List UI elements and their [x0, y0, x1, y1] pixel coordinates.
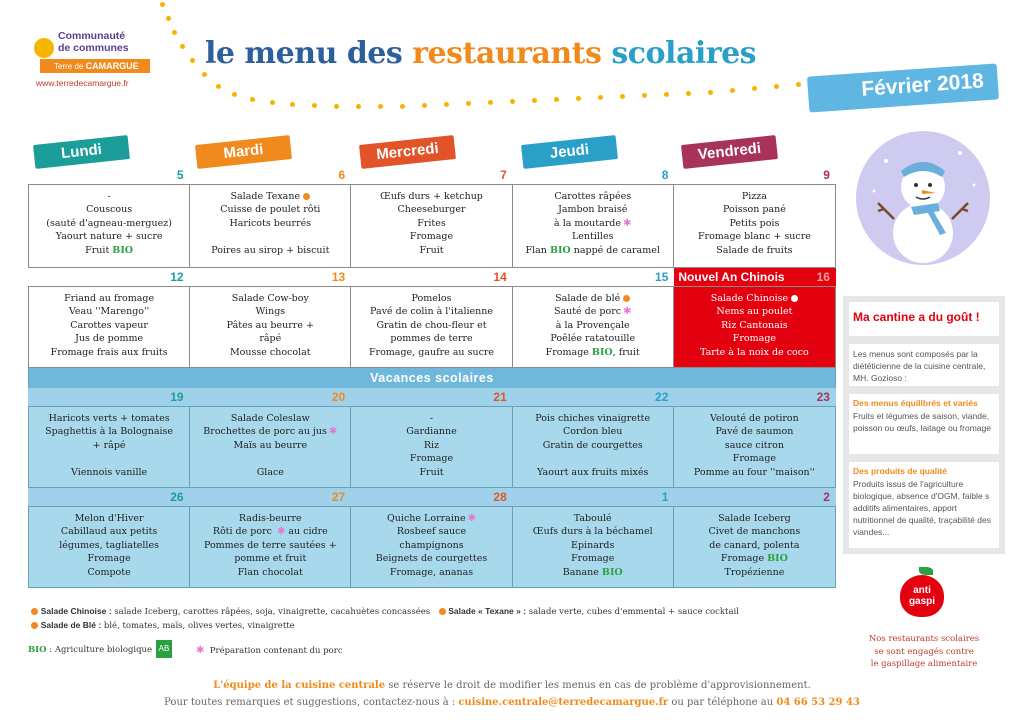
menu-item: Fromage BIO, fruit	[545, 346, 640, 358]
menu-item: à la Provençale	[555, 319, 630, 331]
menu-item: Veau ''Marengo''	[68, 306, 150, 318]
menu-item: Jambon braisé	[558, 204, 628, 216]
legend-bio-text: : Agriculture biologique	[46, 645, 153, 655]
sun-icon	[34, 38, 54, 58]
menu-item	[513, 305, 673, 318]
date-number: 2	[823, 490, 830, 504]
menu-item: Beignets de courgettes	[375, 553, 488, 565]
menu-cell	[351, 287, 512, 367]
logo-banner	[40, 59, 150, 73]
menu-item: de canard, polenta	[709, 539, 800, 551]
date-number: 6	[338, 168, 346, 182]
page-title	[205, 36, 756, 71]
menu-cell	[674, 407, 835, 487]
menu-item: Fromage	[732, 333, 777, 345]
menu-item: Pomme au four ''maison''	[693, 466, 815, 478]
menu-item: Pomelos	[411, 293, 452, 304]
sidebar-head-1: Des menus équilibrés et variés	[853, 398, 978, 408]
orange-dot-icon	[31, 622, 38, 629]
menu-item: Gardianne	[406, 426, 457, 438]
menu-item	[190, 230, 350, 243]
date-number: 28	[493, 490, 507, 504]
date-number: 15	[655, 270, 669, 284]
menu-item: Yaourt nature + sucre	[55, 231, 163, 243]
menu-item: Jus de pomme	[75, 333, 144, 345]
menu-item: Velouté de potiron	[710, 413, 799, 424]
date-number: 19	[170, 390, 184, 404]
menu-item: Fromage frais aux fruits	[50, 346, 168, 358]
snowman-illustration	[856, 131, 990, 265]
menu-item: légumes, tagliatelles	[59, 539, 159, 551]
menu-item: Flan chocolat	[237, 566, 303, 578]
menu-item: Couscous	[86, 204, 133, 216]
title-part3: scolaires	[601, 36, 757, 71]
day-head-mercredi: Mercredi	[359, 135, 456, 169]
menu-cell	[29, 287, 190, 367]
menu-cell-special	[674, 287, 835, 367]
legend-texane-label: Salade « Texane » :	[448, 606, 527, 616]
legend-chinoise-text: salade Iceberg, carottes râpées, soja, vinaigrette, cacahuètes concassées	[111, 607, 431, 617]
orange-dot-icon	[303, 193, 310, 200]
menu-item: Compote	[87, 566, 131, 578]
date-number: 8	[661, 168, 669, 182]
day-head-mardi: Mardi	[195, 135, 292, 169]
menu-item	[513, 452, 673, 465]
menu-item: Fromage	[87, 553, 131, 565]
date-number: 22	[655, 390, 669, 404]
date-number: 23	[816, 390, 830, 404]
month-label: Février 2018	[860, 69, 985, 101]
date-number: 14	[493, 270, 507, 284]
legend-ble-label: Salade de Blé :	[40, 620, 102, 630]
title-part2: restaurants	[412, 36, 602, 71]
legend-chinoise-label: Salade Chinoise :	[40, 606, 112, 616]
footer-phone: 04 66 53 29 43	[776, 697, 860, 708]
logo-banner-small: Terre de	[54, 62, 84, 71]
menu-cell	[29, 507, 190, 587]
footer-line2	[0, 697, 1024, 708]
menu-item: Wings	[255, 306, 286, 318]
date-number: 21	[493, 390, 507, 404]
date-row	[28, 388, 836, 406]
menu-cell	[351, 185, 512, 267]
orange-dot-icon	[439, 608, 446, 615]
week-row	[28, 166, 836, 268]
legend-porc	[194, 645, 343, 656]
menu-item: pommes de terre	[390, 333, 473, 345]
special-day-label: Nouvel An Chinois	[678, 270, 785, 284]
menu-cell	[190, 507, 351, 587]
sidebar-title: Ma cantine a du goût !	[853, 310, 980, 324]
menu-item: Fromage, ananas	[389, 566, 474, 578]
menu-item: Fromage	[409, 231, 454, 243]
menu-item: -	[107, 191, 111, 202]
white-dot-icon	[791, 295, 798, 302]
menu-item: Pizza	[741, 191, 767, 202]
menu-item: Friand au fromage	[64, 293, 155, 304]
bio-label: BIO	[549, 244, 571, 256]
date-number: 5	[176, 168, 184, 182]
menu-item: Œufs durs à la béchamel	[532, 526, 653, 538]
snowman-icon	[856, 131, 990, 265]
menu-item: Pavé de saumon	[715, 426, 794, 438]
footer-line1-rest: se réserve le droit de modifier les menus en cas de problème d'approvisionnement.	[385, 680, 811, 691]
menu-item: Poêlée ratatouille	[550, 333, 636, 345]
menu-item: Fruit	[419, 244, 444, 256]
date-number: 1	[661, 490, 669, 504]
menu-item: Fromage	[732, 453, 777, 465]
date-row	[28, 166, 836, 184]
menu-item: Cuisse de poulet rôti	[220, 204, 321, 216]
legend-ble-text: blé, tomates, maïs, olives vertes, vinaigrette	[101, 621, 295, 631]
menu-item-text: à la moutarde	[554, 217, 621, 229]
menu-item: Viennois vanille	[71, 466, 148, 478]
menu-item: Radis-beurre	[238, 513, 302, 524]
menu-item: Carottes vapeur	[70, 319, 148, 331]
logo-url: www.terredecamargue.fr	[36, 78, 129, 88]
menu-item	[351, 512, 511, 525]
menu-item: Œufs durs + ketchup	[380, 191, 483, 202]
pork-star-icon: ✱	[467, 513, 476, 524]
menu-item: Fromage BIO	[720, 553, 788, 565]
pork-star-icon: ✱	[328, 426, 338, 438]
menu-item: Salade Coleslaw	[230, 413, 310, 424]
bio-label: BIO	[591, 346, 613, 358]
logo-banner-big: CAMARGUE	[85, 61, 139, 71]
menu-item: Rôti de porc ✱ au cidre	[212, 526, 328, 538]
menu-item: Pavé de colin à l'italienne	[369, 306, 494, 318]
vacances-banner: Vacances scolaires	[28, 368, 836, 388]
date-number: 16	[816, 270, 830, 284]
footer-line2-b: ou par téléphone au	[668, 697, 777, 708]
menu-item: Glace	[256, 466, 284, 478]
orange-dot-icon	[31, 608, 38, 615]
menu-cell	[190, 287, 351, 367]
legend-salads-line1	[28, 606, 739, 617]
date-number: 26	[170, 490, 184, 504]
date-number: 9	[823, 168, 830, 182]
legend-salads-line2	[28, 620, 295, 631]
day-head-jeudi: Jeudi	[521, 135, 618, 169]
menu-item: Taboulé	[573, 513, 612, 524]
menu-item: Carottes râpées	[554, 191, 632, 202]
special-day-header	[674, 268, 836, 286]
menu-item	[29, 452, 189, 465]
menu-grid	[28, 166, 836, 588]
logo-line2: de communes	[58, 42, 129, 54]
menu-item-text: Salade Texane	[230, 191, 301, 202]
menu-item: râpé	[259, 333, 282, 345]
menu-item: Flan BIO nappé de caramel	[525, 244, 660, 256]
menu-item-text: Salade Chinoise	[710, 293, 789, 304]
menu-item: Petits pois	[729, 217, 780, 229]
menu-cell	[513, 287, 674, 367]
week-row	[28, 488, 836, 588]
menu-item: Banane BIO	[562, 566, 623, 578]
bio-label: BIO	[28, 645, 47, 655]
menu-item: Haricots beurrés	[229, 217, 312, 229]
menu-item: Fromage	[571, 553, 615, 565]
menu-cell	[29, 407, 190, 487]
menu-item: Gratin de chou-fleur et	[376, 319, 487, 331]
antigaspi-line1: anti	[913, 585, 931, 596]
menu-item	[190, 425, 350, 438]
menu-item: Gratin de courgettes	[542, 439, 643, 451]
legend-bio	[28, 645, 152, 655]
menu-item: Maïs au beurre	[233, 439, 308, 451]
menu-cell	[190, 185, 351, 267]
antigaspi-apple-icon	[897, 565, 947, 620]
sidebar-intro: Les menus sont composés par la diététicienne de la cuisine centrale, MH. Gozioso :	[853, 349, 986, 383]
menu-item	[513, 292, 673, 305]
sidebar-divider	[849, 454, 999, 462]
menu-item: Riz Cantonais	[721, 319, 788, 331]
antigaspi-text-line: le gaspillage alimentaire	[870, 659, 978, 669]
antigaspi-text-line: se sont engagés contre	[874, 646, 974, 657]
menu-item: Salade de fruits	[716, 244, 793, 256]
logo-terre-de-camargue	[30, 28, 160, 98]
sidebar-ma-cantine	[843, 296, 1005, 554]
menu-row	[28, 184, 836, 268]
menu-item: Poires au sirop + biscuit	[211, 244, 330, 256]
menu-item: Haricots verts + tomates	[48, 413, 170, 424]
menu-cell	[190, 407, 351, 487]
menu-item: Tropézienne	[724, 566, 785, 578]
bio-label: BIO	[601, 566, 623, 578]
menu-item: -	[429, 413, 434, 424]
menu-item: Frites	[417, 217, 446, 229]
menu-item: Salade Cow-boy	[231, 293, 309, 304]
date-number: 27	[331, 490, 346, 504]
menu-item: Salade Iceberg	[718, 513, 791, 524]
day-head-vendredi: Vendredi	[681, 135, 778, 169]
menu-item-text: Brochettes de porc au jus	[203, 426, 327, 438]
legend-texane-text: salade verte, cubes d'emmental + sauce cocktail	[526, 607, 739, 617]
footer-line1	[0, 680, 1024, 691]
menu-cell	[351, 407, 512, 487]
antigaspi-text	[860, 633, 988, 671]
menu-cell	[513, 185, 674, 267]
date-number: 20	[331, 390, 346, 404]
day-head-lundi: Lundi	[33, 135, 130, 169]
menu-item: sauce citron	[724, 439, 784, 451]
menu-item: Fruit BIO	[85, 244, 134, 256]
date-row	[28, 488, 836, 506]
menu-item: Lentilles	[571, 231, 614, 243]
menu-item: champignons	[399, 539, 464, 551]
footer-line2-a: Pour toutes remarques et suggestions, contactez-nous à :	[164, 697, 459, 708]
sidebar-text-2: Produits issus de l'agriculture biologique, absence d'OGM, faible s additifs alimentaires, apport nutritionnel de qualité, traçabilité des viandes...	[853, 479, 991, 537]
title-part1: le menu des	[205, 36, 413, 71]
menu-item: Civet de manchons	[708, 526, 801, 538]
menu-cell	[674, 185, 835, 267]
menu-item	[190, 452, 350, 465]
menu-item: Poisson pané	[722, 204, 786, 216]
menu-item: Yaourt aux fruits mixés	[537, 466, 649, 478]
menu-row	[28, 506, 836, 588]
menu-cell	[513, 407, 674, 487]
menu-item-text: Quiche Lorraine	[387, 513, 466, 524]
bio-label: BIO	[112, 244, 134, 256]
leaf-icon	[919, 567, 933, 575]
menu-item: Rosbeef sauce	[396, 526, 467, 538]
pork-star-icon: ✱	[623, 306, 632, 318]
menu-item: pomme et fruit	[234, 553, 307, 565]
date-row	[28, 268, 836, 286]
menu-item: Fromage, gaufre au sucre	[368, 346, 495, 358]
date-number: 12	[170, 270, 184, 284]
sidebar-divider	[849, 386, 999, 394]
ab-logo	[156, 640, 172, 658]
menu-item: Pommes de terre sautées +	[203, 539, 337, 551]
pork-star-icon: ✱	[623, 217, 632, 229]
logo-line1: Communauté	[58, 30, 126, 42]
menu-item	[674, 292, 835, 305]
menu-item: Pâtes au beurre +	[226, 319, 314, 331]
legend-porc-text: Préparation contenant du porc	[209, 646, 343, 656]
date-number: 7	[500, 168, 507, 182]
menu-item: Cabillaud aux petits	[60, 526, 158, 538]
pork-star-icon: ✱	[196, 645, 205, 656]
menu-item: + râpé	[92, 439, 126, 451]
menu-item: Spaghettis à la Bolognaise	[45, 426, 174, 438]
week-row	[28, 388, 836, 488]
footer-team: L'équipe de la cuisine centrale	[213, 680, 386, 691]
menu-cell	[674, 507, 835, 587]
menu-item: Nems au poulet	[716, 306, 793, 318]
menu-item: Cordon bleu	[563, 426, 623, 438]
menu-cell	[351, 507, 512, 587]
menu-item: Epinards	[571, 539, 615, 551]
bio-label: BIO	[767, 553, 788, 565]
menu-row	[28, 286, 836, 368]
menu-item	[190, 190, 350, 203]
menu-item: Fromage	[409, 453, 454, 465]
sidebar-inner	[849, 302, 999, 548]
menu-item: Pois chiches vinaigrette	[535, 413, 651, 424]
antigaspi-text-line: Nos restaurants scolaires	[868, 634, 980, 644]
menu-item-text: Salade de blé	[555, 293, 621, 304]
pork-star-icon: ✱	[276, 526, 286, 538]
week-row	[28, 268, 836, 368]
menu-item: Mousse chocolat	[229, 346, 311, 358]
menu-item-text: Sauté de porc	[553, 306, 622, 318]
menu-item: Cheeseburger	[397, 204, 466, 216]
orange-dot-icon	[623, 295, 630, 302]
menu-item	[513, 217, 673, 230]
ab-logo-icon: AB	[156, 640, 172, 658]
menu-item: Melon d'Hiver	[74, 513, 144, 524]
menu-row	[28, 406, 836, 488]
footer-email-link[interactable]: cuisine.centrale@terredecamargue.fr	[458, 697, 669, 708]
sidebar-head-2: Des produits de qualité	[853, 466, 947, 476]
menu-item: Fromage blanc + sucre	[697, 231, 811, 243]
menu-item: Tarte à la noix de coco	[700, 346, 809, 358]
sidebar-divider	[849, 336, 999, 344]
antigaspi-line2: gaspi	[908, 596, 936, 607]
month-banner	[807, 63, 999, 112]
menu-item: (sauté d'agneau-merguez)	[46, 217, 172, 229]
sidebar-text-1: Fruits et légumes de saison, viande, poisson ou œufs, laitage ou fromage	[853, 411, 991, 433]
menu-cell	[29, 185, 190, 267]
date-number: 13	[331, 270, 346, 284]
menu-item: Fruit	[419, 466, 444, 478]
menu-cell	[513, 507, 674, 587]
menu-item: Riz	[423, 439, 440, 451]
